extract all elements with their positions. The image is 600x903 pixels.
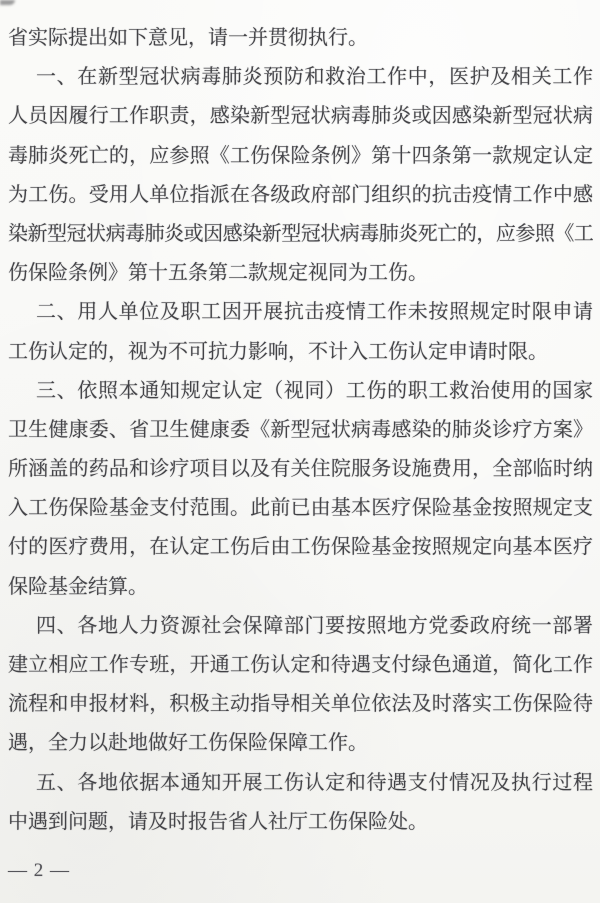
text-line: 流程和申报材料，积极主动指导相关单位依法及时落实工伤保险待 xyxy=(8,693,593,716)
text-line: 五、各地依据本通知开展工伤认定和待遇支付情况及执行过程 xyxy=(36,771,593,794)
text-line: 付的医疗费用，在认定工伤后由工伤保险基金按照规定向基本医疗 xyxy=(8,536,593,559)
text-line: 三、依照本通知规定认定（视同）工伤的职工救治使用的国家 xyxy=(36,379,593,402)
text-line: 染新型冠状病毒肺炎或因感染新型冠状病毒肺炎死亡的，应参照《工 xyxy=(8,222,593,245)
text-line: 为工伤。受用人单位指派在各级政府部门组织的抗击疫情工作中感 xyxy=(8,183,593,206)
document-body xyxy=(8,19,593,842)
text-line: 所涵盖的药品和诊疗项目以及有关住院服务设施费用，全部临时纳 xyxy=(8,458,593,481)
scan-artifact-smudge xyxy=(0,0,15,5)
page-number: — 2 — xyxy=(8,860,70,881)
text-line: 一、在新型冠状病毒肺炎预防和救治工作中，医护及相关工作 xyxy=(36,66,593,89)
text-line: 伤保险条例》第十五条第二款规定视同为工伤。 xyxy=(8,262,428,285)
text-line: 工伤认定的，视为不可抗力影响，不计入工伤认定申请时限。 xyxy=(8,340,548,363)
text-line: 遇，全力以赴地做好工伤保险保障工作。 xyxy=(8,732,368,755)
text-line: 卫生健康委、省卫生健康委《新型冠状病毒感染的肺炎诊疗方案》 xyxy=(8,418,593,441)
text-line: 建立相应工作专班，开通工伤认定和待遇支付绿色通道，简化工作 xyxy=(8,654,593,676)
text-line: 四、各地人力资源社会保障部门要按照地方党委政府统一部署 xyxy=(36,614,593,637)
text-line: 中遇到问题，请及时报告省人社厅工伤保险处。 xyxy=(8,810,428,833)
text-line: 二、用人单位及职工因开展抗击疫情工作未按照规定时限申请 xyxy=(36,301,593,324)
text-line: 毒肺炎死亡的，应参照《工伤保险条例》第十四条第一款规定认定 xyxy=(8,144,593,167)
text-line: 省实际提出如下意见，请一并贯彻执行。 xyxy=(8,27,368,49)
text-line: 入工伤保险基金支付范围。此前已由基本医疗保险基金按照规定支 xyxy=(8,497,593,520)
text-line: 人员因履行工作职责，感染新型冠状病毒肺炎或因感染新型冠状病 xyxy=(8,105,593,128)
text-line: 保险基金结算。 xyxy=(8,575,148,598)
